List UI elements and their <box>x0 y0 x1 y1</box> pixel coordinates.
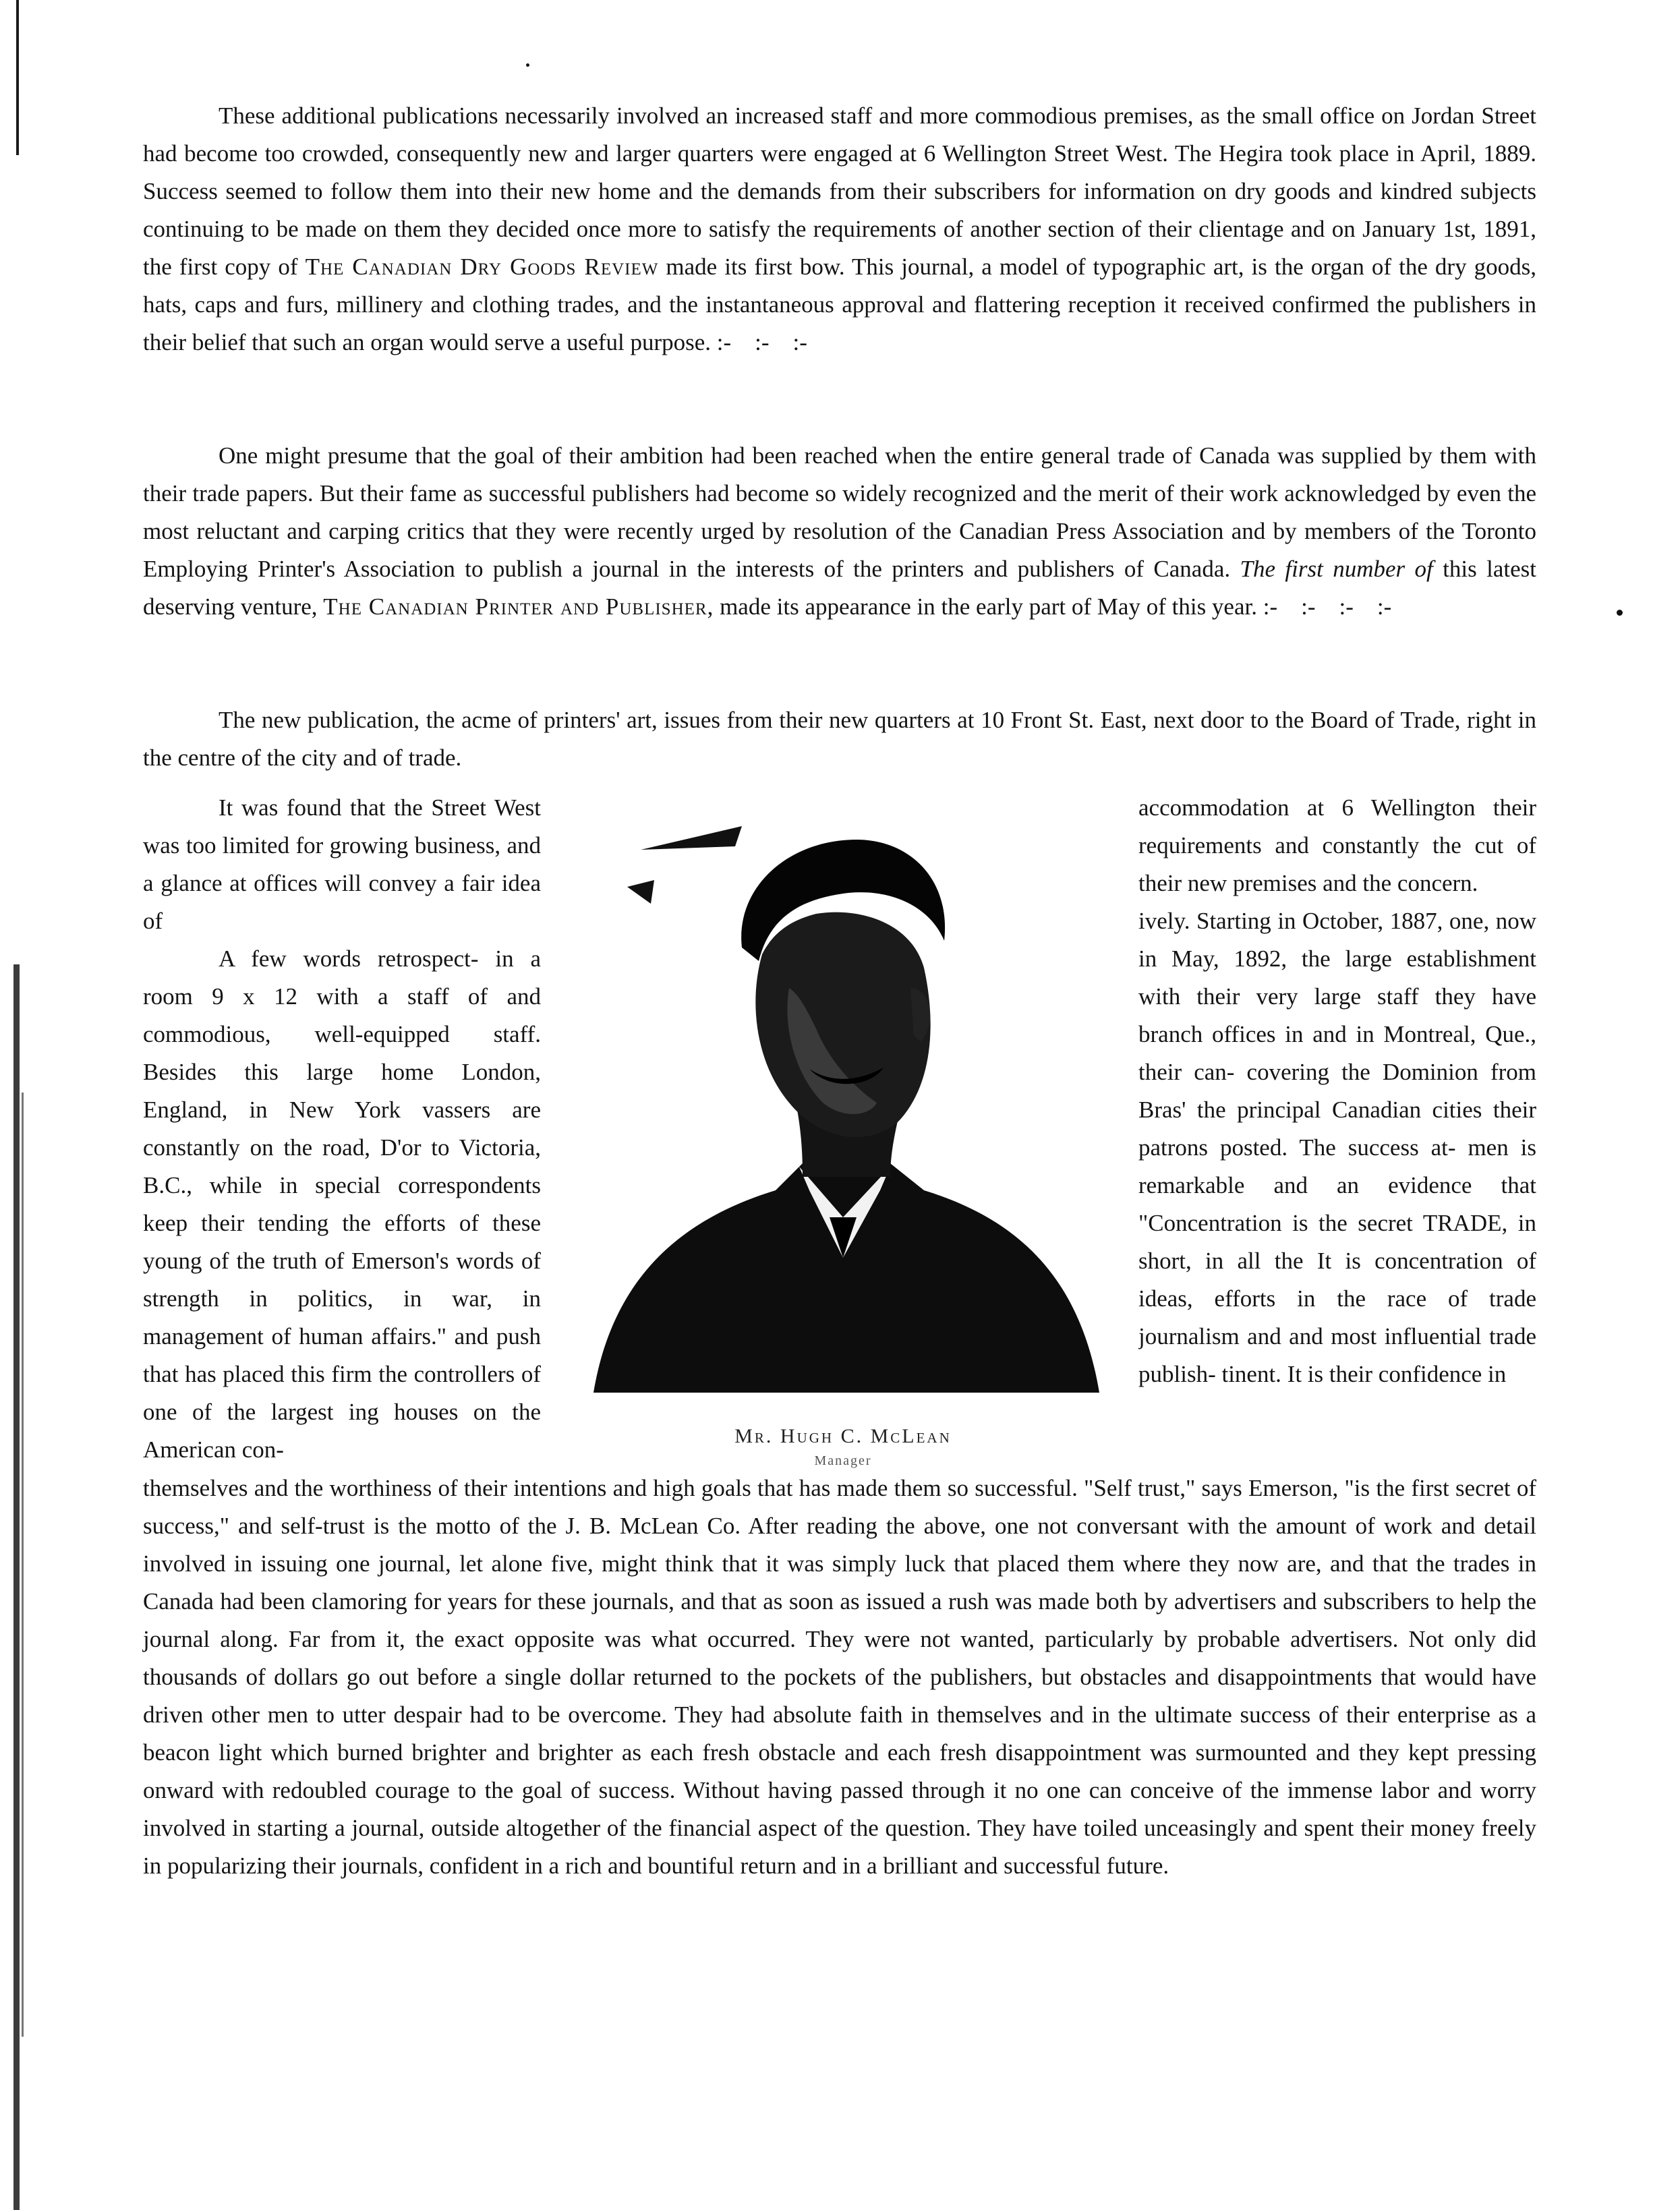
paragraph-1 <box>143 97 1536 361</box>
left-column <box>143 789 541 1467</box>
paragraph-2-ornament: :- :- :- :- <box>1263 593 1392 620</box>
portrait-subcaption: Manager <box>814 1453 872 1468</box>
journal-title-dry-goods-review: The Canadian Dry Goods Review <box>305 254 659 280</box>
left-column-para-2: A few words retrospect- in a room 9 x 12 with a staff of and commodious, well-equipped staff. Besides this large home London, England, in New York vassers are constantly on the road, D'or to Victoria, B.C., while in special correspondents keep their tending the efforts of these young of the truth of Emerson's words of strength in politics, in war, in management of human affairs." and push that has placed this firm the controllers of one of the largest ing houses on the American con- <box>143 946 541 1463</box>
right-column <box>1138 789 1536 1467</box>
paragraph-3: The new publication, the acme of printers' art, issues from their new quarters at 10 Front St. East, next door to the Board of Trade, right in the centre of the city and of trade. <box>143 707 1536 771</box>
paragraph-2-text: One might presume that the goal of their ambition had been reached when the entire general trade of Canada was supplied by them with their trade papers. But their fame as successful publishers had become so widely recognized and the merit of their work acknowledged by even the most reluctant and carping critics that they were recently urged by resolution of the Canadian Press Association and by members of the Toronto Employing Printer's Association to publish a journal in the interests of the printers and publishers of Canada. <box>143 442 1536 582</box>
scan-left-edge <box>0 0 36 2210</box>
right-column-para-1: accommodation at 6 Wellington their requirements and constantly the cut of their new premises and the concern. <box>1138 794 1536 896</box>
portrait-caption: Mr. Hugh C. McLean <box>734 1425 952 1447</box>
scan-speck <box>1617 610 1623 616</box>
paragraph-1-text-end: made its first bow. This journal, a model of typographic art, is the organ of the dry goods, hats, caps and furs, millinery and clothing trades, and the instantaneous approval and flattering reception it received confirmed the publishers in their belief that such an organ would serve a useful purpose. <box>143 254 1537 355</box>
paragraph-2 <box>143 437 1536 626</box>
paragraph-1-ornament: :- :- :- <box>716 329 807 355</box>
paragraph-2-italic: The first number of <box>1240 556 1433 582</box>
paragraph-2-text-end: made its appearance in the early part of May of this year. <box>720 593 1257 620</box>
paragraph-4: themselves and the worthiness of their intentions and high goals that has made them so successful. "Self trust," says Emerson, "is the first secret of success," and self-trust is the motto of the J. B. McLean Co. After reading the above, one not conversant with the amount of work and detail involved in issuing one journal, let alone five, might think that it was simply luck that placed them where they now are, and that the trades in Canada had been clamoring for years for these journals, and that as soon as issued a rush was made both by advertisers and subscribers to help the journal along. Far from it, the exact opposite was what occurred. They were not wanted, particularly by probable advertisers. Not only did thousands of dollars go out before a single dollar returned to the pockets of the publishers, but obstacles and disappointments that would have driven other men to utter despair had to be overcome. They had absolute faith in themselves and in the ultimate success of their enterprise as a beacon light which burned brighter and brighter as each fresh obstacle and each fresh disappointment was surmounted and they kept pressing onward with redoubled courage to the goal of success. Without having passed through it no one can conceive of the immense labor and worry involved in starting a journal, outside altogether of the financial aspect of the question. They have toiled unceasingly and spent their money freely in popularizing their journals, confident in a rich and bountiful return and in a brilliant and successful future. <box>143 1475 1536 1879</box>
journal-title-printer-and-publisher: The Canadian Printer and Publisher, <box>323 593 714 620</box>
scan-speck <box>526 63 529 67</box>
right-column-para-2: ively. Starting in October, 1887, one, now in May, 1892, the large establishment with their very large staff they have branch offices in and in Montreal, Que., their can- covering the Dominion from Bras' the principal Canadian cities their patrons posted. The success at- men is remarkable and an evidence that "Concentration is the secret TRADE, in short, in all the It is concentration of ideas, efforts in the race of trade journalism and and most influential trade publish- tinent. It is their confidence in <box>1138 908 1536 1387</box>
portrait-hugh-c-mclean <box>573 786 1113 1420</box>
paragraph-2-text-mid: this latest deserving venture, <box>143 556 1537 620</box>
left-column-para-1: It was found that the Street West was too limited for growing business, and a glance at offices will convey a fair idea of <box>143 794 541 934</box>
paragraph-1-text: These additional publications necessarily involved an increased staff and more commodious premises, as the small office on Jordan Street had become too crowded, consequently new and larger quarters were engaged at 6 Wellington Street West. The Hegira took place in April, 1889. Success seemed to follow them into their new home and the demands from their subscribers for information on dry goods and kindred subjects continuing to be made on them they decided once more to satisfy the requirements of another section of their clientage and on January 1st, 1891, the first copy of <box>143 103 1536 280</box>
